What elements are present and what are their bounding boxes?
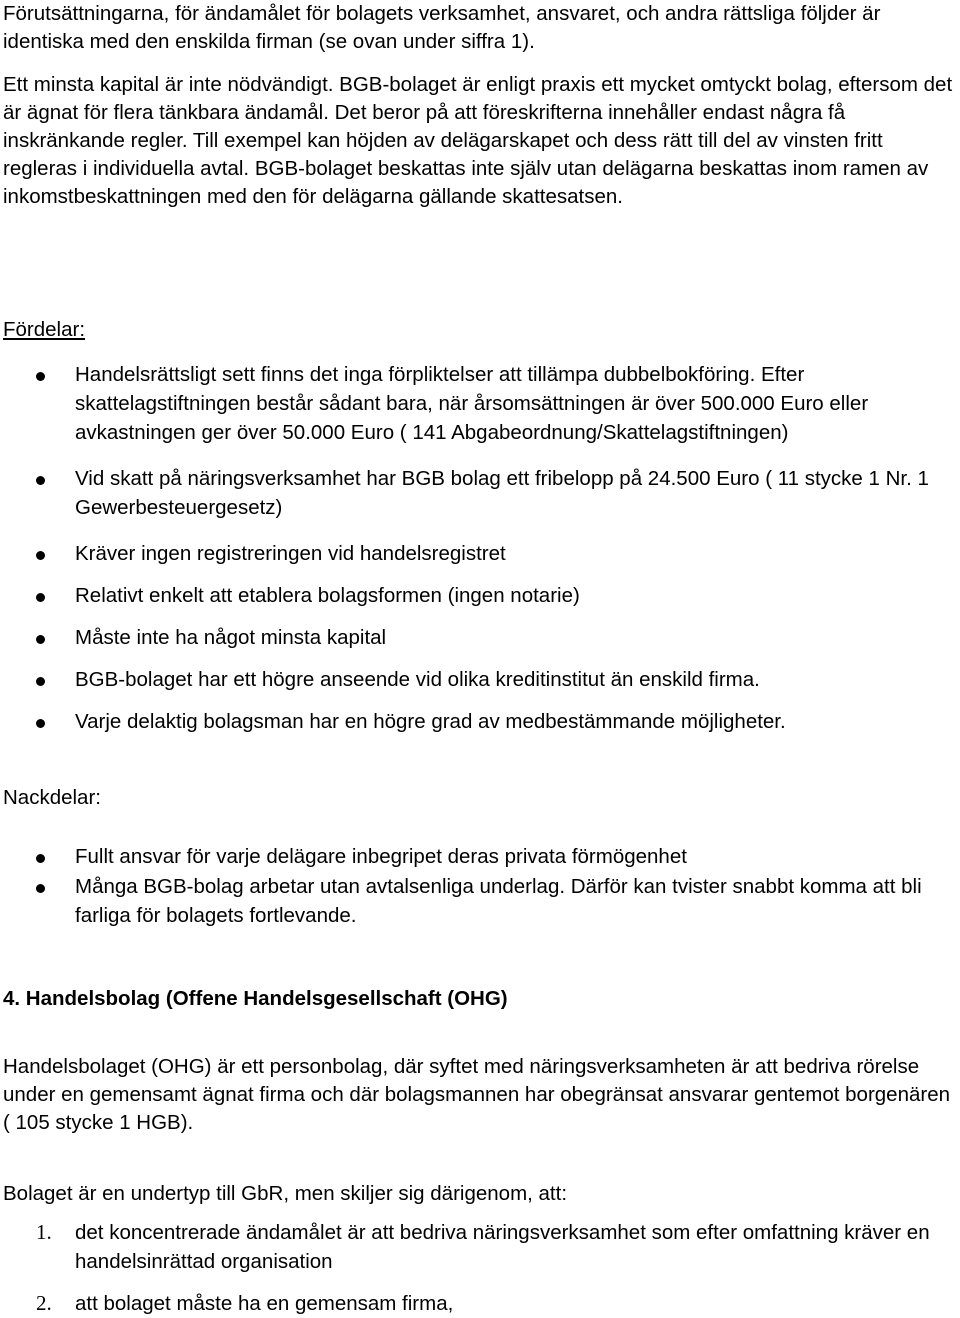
section-4-heading: 4. Handelsbolag (Offene Handelsgesellschaft (OHG) bbox=[3, 987, 508, 1010]
advantages-list bbox=[0, 360, 960, 736]
section-4-intro: Bolaget är en undertyp till GbR, men skiljer sig därigenom, att: bbox=[3, 1182, 568, 1205]
advantage-item bbox=[0, 464, 960, 522]
advantage-text: Handelsrättsligt sett finns det inga förpliktelser att tillämpa dubbelbokföring. Efter skattelagstiftningen består sådant bara, när årsomsättningen är över 500.000 Euro eller avkastningen ger över 50.000 Euro ( 141 Abgabeordnung/Skattelagstiftningen) bbox=[75, 363, 869, 444]
item-number: 1. bbox=[36, 1220, 52, 1244]
disadvantage-text: Många BGB-bolag arbetar utan avtalsenliga underlag. Därför kan tvister snabbt komma att bli farliga för bolagets fortlevande. bbox=[75, 875, 922, 927]
advantage-text: Måste inte ha något minsta kapital bbox=[75, 626, 387, 649]
section-4-paragraph: Handelsbolaget (OHG) är ett personbolag, där syftet med näringsverksamheten är att bedriva rörelse under en gemensamt ägnat firma och där bolagsmannen har obegränsat ansvarar gentemot borgenären ( 105 stycke 1 HGB). bbox=[3, 1055, 951, 1134]
disadvantage-text: Fullt ansvar för varje delägare inbegripet deras privata förmögenhet bbox=[75, 845, 687, 868]
advantage-text: Kräver ingen registreringen vid handelsregistret bbox=[75, 542, 506, 565]
advantages-heading: Fördelar: bbox=[3, 318, 86, 341]
numbered-item-text: det koncentrerade ändamålet är att bedriva näringsverksamhet som efter omfattning kräver en handelsinrättad organisation bbox=[75, 1221, 930, 1273]
bullet-icon bbox=[36, 551, 45, 560]
disadvantages-list bbox=[0, 842, 960, 930]
advantage-text: Vid skatt på näringsverksamhet har BGB bolag ett fribelopp på 24.500 Euro ( 11 stycke 1 Nr. 1 Gewerbesteuergesetz) bbox=[75, 467, 929, 519]
advantage-text: BGB-bolaget har ett högre anseende vid olika kreditinstitut än enskild firma. bbox=[75, 668, 760, 691]
capital-paragraph: Ett minsta kapital är inte nödvändigt. BGB-bolaget är enligt praxis ett mycket omtyckt bolag, eftersom det är ägnat för flera tänkbara ändamål. Det beror på att föreskrifterna innehåller endast några få inskränkande regler. Till exempel kan höjden av delägarskapet och dess rätt till del av vinsten fritt regleras i individuella avtal. BGB-bolaget beskattas inte själv utan delägarna beskattas inom ramen av inkomstbeskattningen med den för delägarna gällande skattesatsen. bbox=[3, 73, 953, 208]
advantage-item bbox=[0, 623, 960, 652]
section-4-numbered-list bbox=[0, 1218, 960, 1318]
advantage-item bbox=[0, 665, 960, 694]
bullet-icon bbox=[36, 635, 45, 644]
bullet-icon bbox=[36, 677, 45, 686]
advantage-item bbox=[0, 707, 960, 736]
intro-paragraph: Förutsättningarna, för ändamålet för bolagets verksamhet, ansvaret, och andra rättsliga följder är identiska med den enskilda firman (se ovan under siffra 1). bbox=[3, 2, 881, 53]
numbered-item bbox=[0, 1218, 960, 1276]
advantage-text: Relativt enkelt att etablera bolagsformen (ingen notarie) bbox=[75, 584, 580, 607]
numbered-item-text: att bolaget måste ha en gemensam firma, bbox=[75, 1292, 454, 1315]
numbered-item bbox=[0, 1289, 960, 1318]
bullet-icon bbox=[36, 476, 45, 485]
advantage-item bbox=[0, 539, 960, 568]
disadvantage-item bbox=[0, 842, 960, 871]
disadvantages-heading: Nackdelar: bbox=[3, 786, 101, 809]
advantage-text: Varje delaktig bolagsman har en högre grad av medbestämmande möjligheter. bbox=[75, 710, 786, 733]
bullet-icon bbox=[36, 854, 45, 863]
disadvantage-item bbox=[0, 872, 960, 930]
bullet-icon bbox=[36, 884, 45, 893]
advantage-item bbox=[0, 360, 960, 447]
item-number: 2. bbox=[36, 1291, 52, 1315]
advantage-item bbox=[0, 581, 960, 610]
bullet-icon bbox=[36, 719, 45, 728]
bullet-icon bbox=[36, 372, 45, 381]
bullet-icon bbox=[36, 593, 45, 602]
